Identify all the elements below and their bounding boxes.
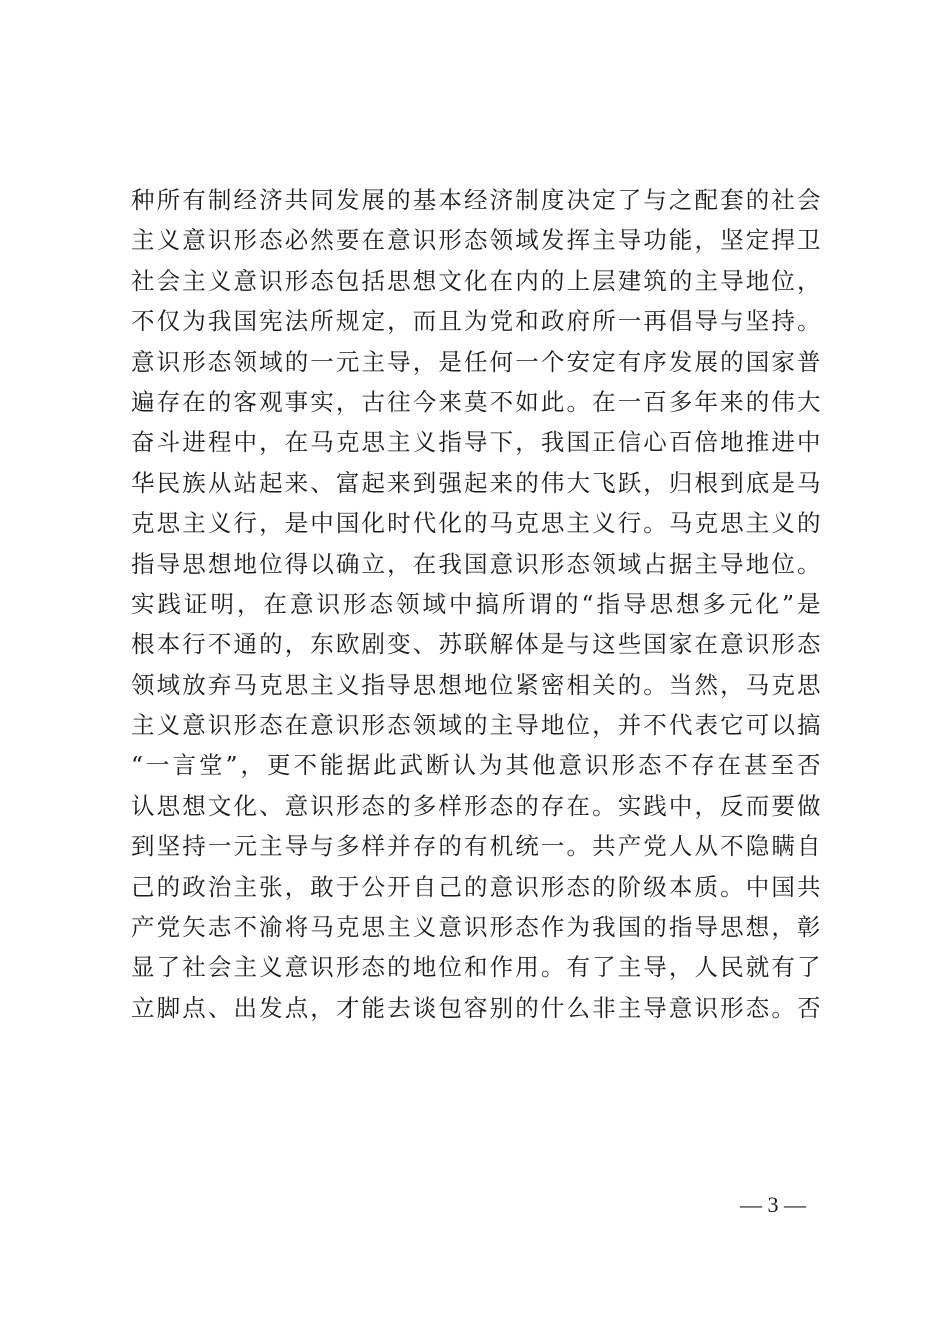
page-number: — 3 — <box>740 1192 806 1217</box>
text-line: 显了社会主义意识形态的地位和作用。有了主导，人民就有了 <box>131 953 821 982</box>
text-line: 产党矢志不渝将马克思主义意识形态作为我国的指导思想，彰 <box>131 913 821 942</box>
text-line: 克思主义行，是中国化时代化的马克思主义行。马克思主义的 <box>131 509 821 538</box>
text-line: 种所有制经济共同发展的基本经济制度决定了与之配套的社会 <box>131 186 821 214</box>
text-line: 根本行不通的，东欧剧变、苏联解体是与这些国家在意识形态 <box>131 630 821 659</box>
text-line: 主义意识形态必然要在意识形态领域发挥主导功能，坚定捍卫 <box>131 226 821 255</box>
text-line: 到坚持一元主导与多样并存的有机统一。共产党人从不隐瞒自 <box>131 832 821 861</box>
text-line: 遍存在的客观事实，古往今来莫不如此。在一百多年来的伟大 <box>131 387 821 416</box>
text-line: 领域放弃马克思主义指导思想地位紧密相关的。当然，马克思 <box>131 670 821 699</box>
text-line: 社会主义意识形态包括思想文化在内的上层建筑的主导地位， <box>131 266 821 295</box>
text-line: 立脚点、出发点，才能去谈包容别的什么非主导意识形态。否 <box>131 993 821 1022</box>
text-line: 主义意识形态在意识形态领域的主导地位，并不代表它可以搞 <box>131 711 821 740</box>
text-line: 意识形态领域的一元主导，是任何一个安定有序发展的国家普 <box>131 347 821 376</box>
text-line: “一言堂”，更不能据此武断认为其他意识形态不存在甚至否 <box>131 751 821 780</box>
text-line: 认思想文化、意识形态的多样形态的存在。实践中，反而要做 <box>131 791 821 820</box>
text-line: 不仅为我国宪法所规定，而且为党和政府所一再倡导与坚持。 <box>131 307 821 336</box>
text-line: 华民族从站起来、富起来到强起来的伟大飞跃，归根到底是马 <box>131 468 821 497</box>
text-line: 己的政治主张，敢于公开自己的意识形态的阶级本质。中国共 <box>131 872 821 901</box>
text-line: 指导思想地位得以确立，在我国意识形态领域占据主导地位。 <box>131 549 821 578</box>
text-line: 实践证明，在意识形态领域中搞所谓的“指导思想多元化”是 <box>131 589 821 618</box>
text-line: 奋斗进程中，在马克思主义指导下，我国正信心百倍地推进中 <box>131 428 821 457</box>
body-text <box>131 180 821 1028</box>
